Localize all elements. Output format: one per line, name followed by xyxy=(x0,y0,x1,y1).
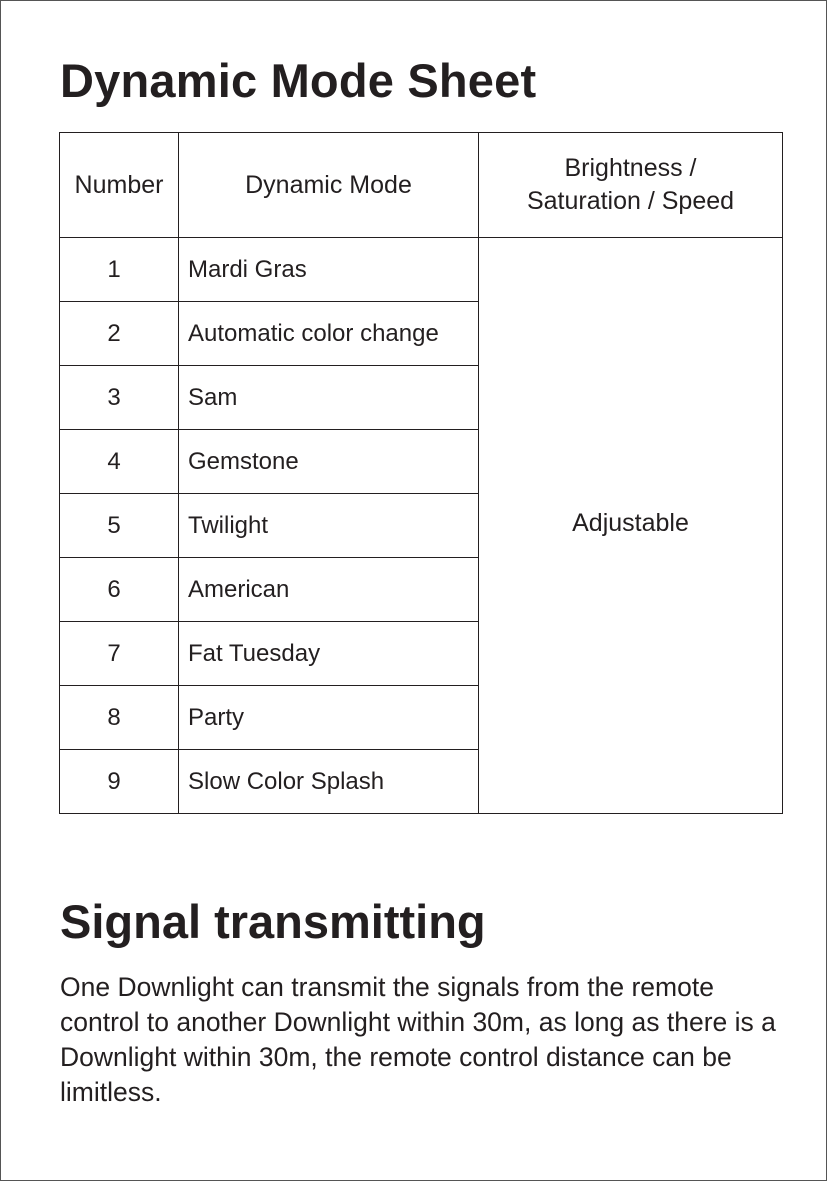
row-number: 8 xyxy=(60,686,179,750)
row-mode: Party xyxy=(179,686,479,750)
header-settings xyxy=(479,133,783,238)
header-settings-line1: Brightness / xyxy=(564,154,697,182)
row-number: 9 xyxy=(60,750,179,814)
row-mode: American xyxy=(179,558,479,622)
section-body: One Downlight can transmit the signals from the remote control to another Downlight within 30m, as long as there is a Downlight within 30m, the remote control distance can be limitless. xyxy=(60,972,776,1107)
row-mode: Mardi Gras xyxy=(179,238,479,302)
settings-value-cell: Adjustable xyxy=(479,238,783,814)
row-number: 2 xyxy=(60,302,179,366)
row-mode: Automatic color change xyxy=(179,302,479,366)
row-number: 4 xyxy=(60,430,179,494)
header-dynamic-mode: Dynamic Mode xyxy=(179,133,479,238)
row-mode: Gemstone xyxy=(179,430,479,494)
row-number: 3 xyxy=(60,366,179,430)
row-number: 1 xyxy=(60,238,179,302)
row-mode: Slow Color Splash xyxy=(179,750,479,814)
row-number: 6 xyxy=(60,558,179,622)
page-title: Dynamic Mode Sheet xyxy=(60,54,537,107)
row-number: 7 xyxy=(60,622,179,686)
dynamic-mode-table xyxy=(59,132,783,814)
row-number: 5 xyxy=(60,494,179,558)
header-number: Number xyxy=(60,133,179,238)
row-mode: Sam xyxy=(179,366,479,430)
row-mode: Fat Tuesday xyxy=(179,622,479,686)
row-mode: Twilight xyxy=(179,494,479,558)
header-settings-line2: Saturation / Speed xyxy=(526,187,735,215)
table-header-row xyxy=(60,133,783,238)
section-title: Signal transmitting xyxy=(60,895,486,948)
table-row xyxy=(60,238,783,302)
